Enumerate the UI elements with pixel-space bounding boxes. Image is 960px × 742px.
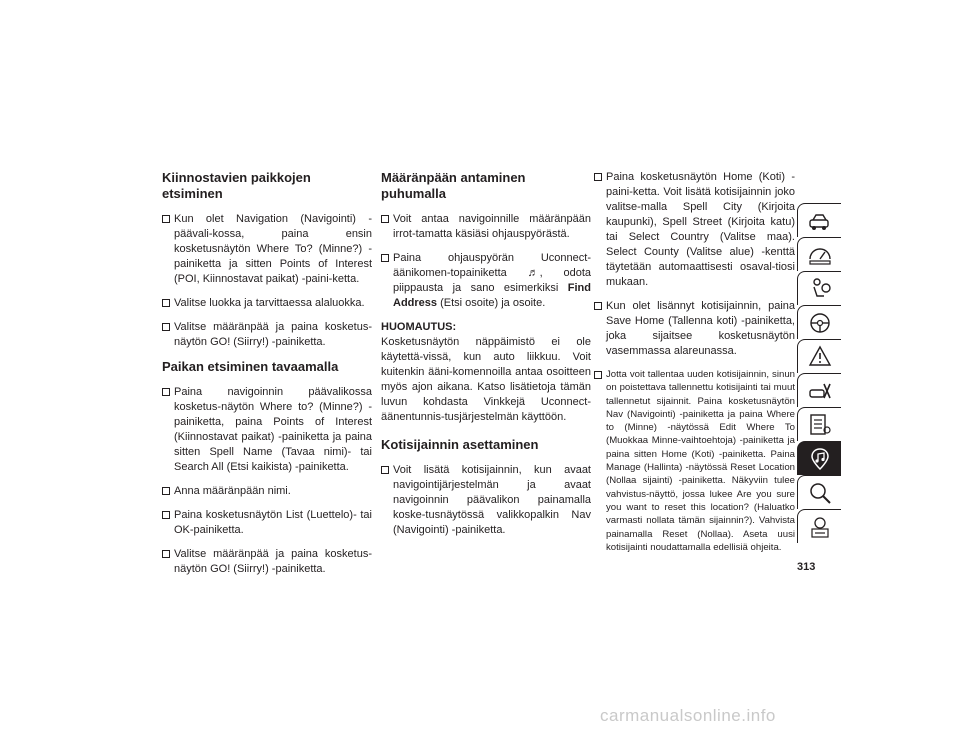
list-item: Kun olet lisännyt kotisijainnin, paina Save Home (Tallenna koti) -painiketta, joka sijaitsee kosketusnäytön vasemmassa alareunassa.: [594, 299, 795, 359]
list-item: Paina ohjauspyörän Uconnect-äänikomen-topainiketta ♬, odota piippausta ja sano esimerkiksi Find Address (Etsi osoite) ja osoite.: [381, 251, 591, 311]
language-index-icon: [807, 514, 833, 540]
checkbox-bullet-icon: [162, 487, 170, 495]
checkbox-bullet-icon: [381, 466, 389, 474]
section-heading: Paikan etsiminen tavaamalla: [162, 359, 339, 374]
watermark: carmanualsonline.info: [600, 706, 776, 725]
tab-car-info[interactable]: [797, 203, 841, 237]
list-item: Paina kosketusnäytön Home (Koti) -paini-ketta. Voit lisätä kotisijainnin joko valitse-malla Spell City (Kirjoita kaupunki), Spell Street (Kirjoita katu) tai Select Country (Valitse maa). Select County (Valitse alue) -kenttä täytetään automaattisesti osaval-tiosi mukaan.: [594, 170, 795, 290]
checkbox-bullet-icon: [381, 215, 389, 223]
voice-command-icon: ♬: [527, 267, 539, 279]
multimedia-music-icon: [807, 446, 833, 472]
index-search-icon: [807, 480, 833, 506]
checkbox-bullet-icon: [162, 511, 170, 519]
tab-specifications[interactable]: [797, 407, 841, 441]
chapter-tabs: [797, 203, 841, 543]
page-number: 313: [797, 561, 816, 573]
roadside-warning-icon: [807, 344, 833, 370]
tab-emergency[interactable]: [797, 339, 841, 373]
list-item: Paina kosketusnäytön List (Luettelo)- tai OK-painiketta.: [162, 508, 372, 538]
tab-starting-driving[interactable]: [797, 305, 841, 339]
checkbox-bullet-icon: [162, 388, 170, 396]
tab-index[interactable]: [797, 475, 841, 509]
tab-language[interactable]: [797, 509, 841, 543]
tab-servicing[interactable]: [797, 373, 841, 407]
column-3: [594, 170, 795, 563]
checkbox-bullet-icon: [594, 371, 602, 379]
tab-safety[interactable]: [797, 271, 841, 305]
list-item: Voit antaa navigoinnille määränpään irrot-tamatta käsiäsi ohjauspyörästä.: [381, 212, 591, 242]
checkbox-bullet-icon: [594, 173, 602, 181]
list-item: Jotta voit tallentaa uuden kotisijainnin, sinun on poistettava tallennettu kotisijainti tai muut tallennetut sijainnit. Paina kosketusnäytön Nav (Navigointi) -painiketta ja paina Where to (Minne) -näytössä Edit Where To (Muokkaa Minne-vaihtoehtoja) -painiketta ja paina sitten Home (Koti) -painiketta. Paina Manage (Hallinta) -näytössä Reset Location (Nollaa sijainti) -painiketta. Näkyviin tulee vahvistus-näyttö, jossa lukee Are you sure you want to reset this location? (Haluatko varmasti nollata tämän sijainnin?). Vahvista painamalla Reset (Nollaa). Aseta uusi kotisijainti noudattamalla edellisiä ohjeita.: [594, 368, 795, 554]
section-heading: Määränpään antaminen puhumalla: [381, 170, 526, 201]
instrument-cluster-icon: [807, 242, 833, 268]
list-item: Voit lisätä kotisijainnin, kun avaat navigointijärjestelmän ja avaat navigoinnin päävalikon painamalla koske-tusnäytössä valikkopalkin Nav (Navigointi) -painiketta.: [381, 463, 591, 538]
checkbox-bullet-icon: [162, 299, 170, 307]
tab-multimedia[interactable]: [797, 441, 841, 475]
list-item: Valitse määränpää ja paina kosketus-näytön GO! (Siirry!) -painiketta.: [162, 320, 372, 350]
list-item: Kun olet Navigation (Navigointi) -päävali-kossa, paina ensin kosketusnäytön Where To? (Minne?) -painiketta ja sitten Points of Interest (POI, Kiinnostavat paikat) -paini-ketta.: [162, 212, 372, 287]
checkbox-bullet-icon: [162, 550, 170, 558]
car-info-icon: [807, 208, 833, 234]
service-tools-icon: [807, 378, 833, 404]
list-item: Valitse määränpää ja paina kosketus-näytön GO! (Siirry!) -painiketta.: [162, 547, 372, 577]
checkbox-bullet-icon: [594, 302, 602, 310]
list-item: Valitse luokka ja tarvittaessa alaluokka.: [162, 296, 372, 311]
note-title: HUOMAUTUS:: [381, 321, 457, 333]
column-2: [381, 170, 591, 547]
keyword: Find Address: [393, 282, 591, 309]
section-heading: Kiinnostavien paikkojen etsiminen: [162, 170, 311, 201]
section-heading: Kotisijainnin asettaminen: [381, 437, 539, 452]
list-item: Paina navigoinnin päävalikossa kosketus-näytön Where to? (Minne?) -painiketta, paina Points of Interest (Kiinnostavat paikat) -painiketta ja paina sitten Spell Name (Tavaa nimi)- tai Search All (Etsi kaikista) -painiketta.: [162, 385, 372, 475]
tab-instrument-cluster[interactable]: [797, 237, 841, 271]
specifications-list-icon: [807, 412, 833, 438]
note-text: Kosketusnäytön näppäimistö ei ole käytettä-vissä, kun auto liikkuu. Voit kuitenkin ääni-komennoilla antaa osoitteen myös ajon aikana. Katso lisätietoja tämän luvun kohdasta Vinkkejä Uconnect-äänentunnis-tusjärjestelmän käyttöön.: [381, 336, 591, 423]
steering-wheel-icon: [807, 310, 833, 336]
checkbox-bullet-icon: [162, 215, 170, 223]
safety-airbag-icon: [807, 276, 833, 302]
list-item: Anna määränpään nimi.: [162, 484, 372, 499]
checkbox-bullet-icon: [381, 254, 389, 262]
checkbox-bullet-icon: [162, 323, 170, 331]
column-1: [162, 170, 372, 586]
